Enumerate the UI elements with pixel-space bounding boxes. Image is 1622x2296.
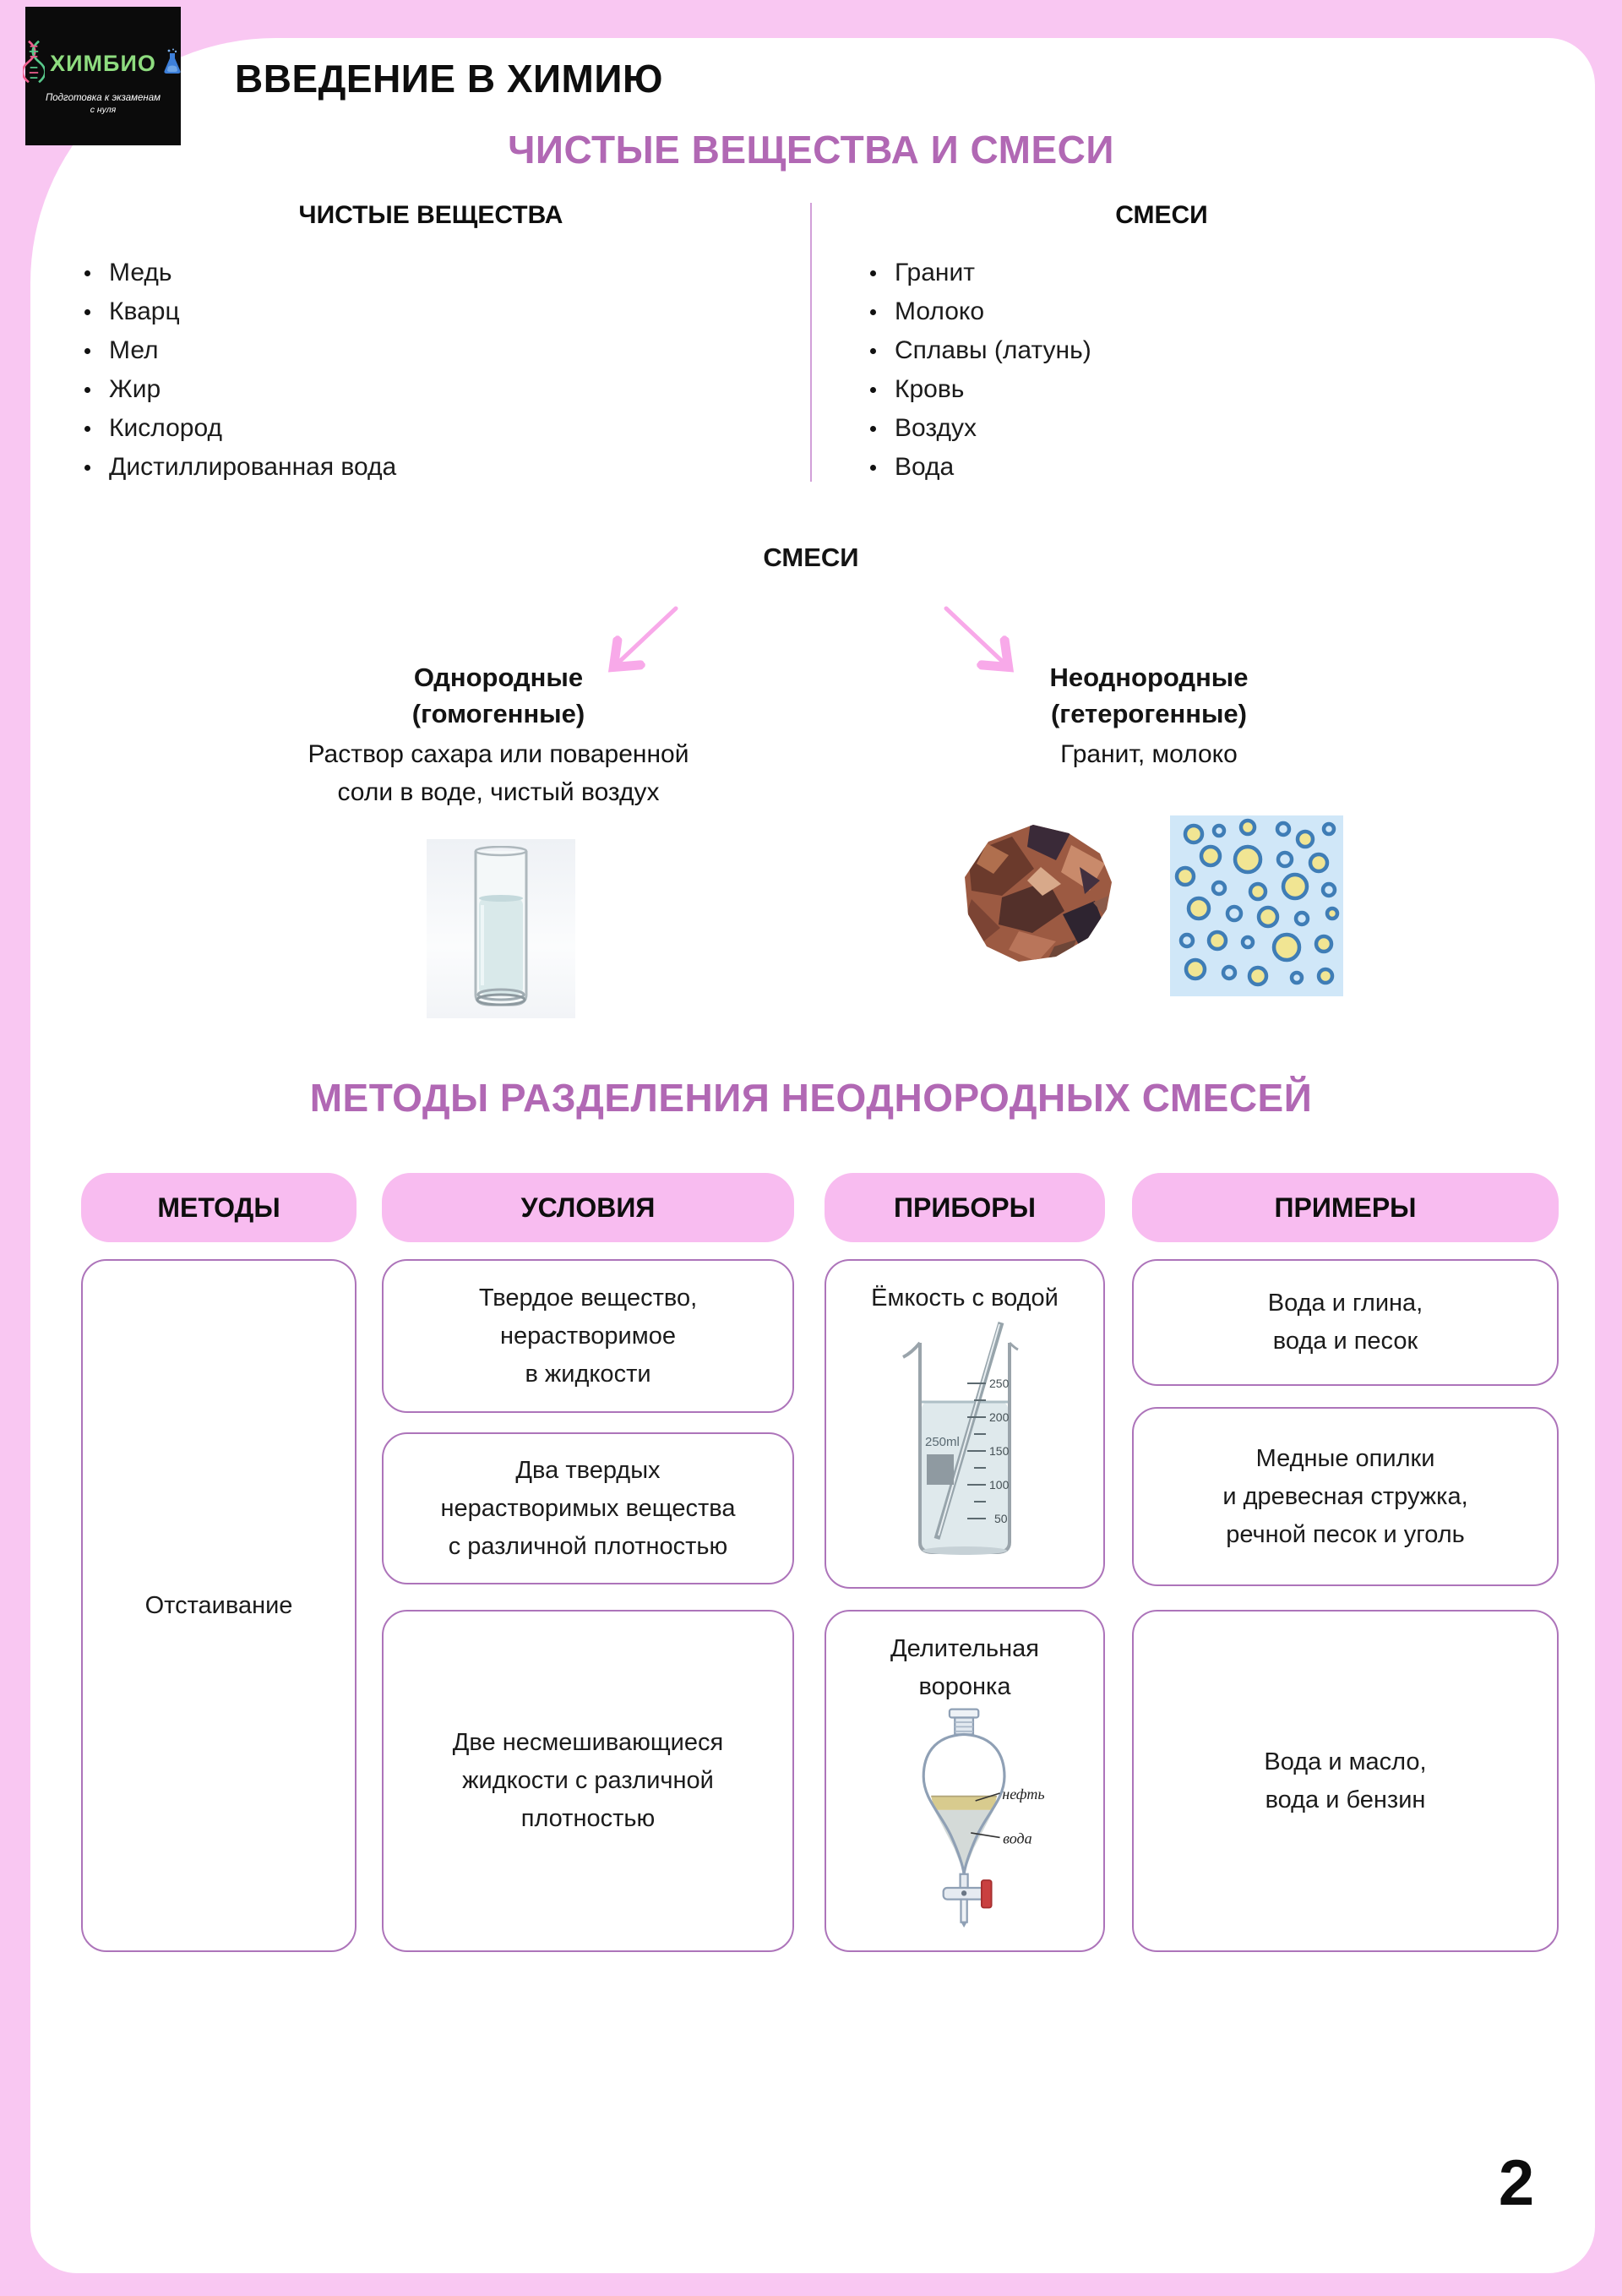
logo-tagline: Подготовка к экзаменам: [45, 92, 161, 103]
list-item: Кварц: [84, 292, 396, 331]
pure-substances-list: [84, 254, 396, 487]
pure-substances-header: ЧИСТЫЕ ВЕЩЕСТВА: [298, 201, 563, 229]
glass-of-water-image: [427, 839, 575, 1018]
list-item: Вода: [870, 448, 1091, 487]
table-header-conditions: УСЛОВИЯ: [382, 1173, 794, 1242]
example-cell-2: Медные опилки и древесная стружка, речной песок и уголь: [1132, 1407, 1559, 1586]
condition-cell-1: Твердое вещество, нерастворимое в жидкости: [382, 1259, 794, 1413]
page-number: 2: [1498, 2147, 1535, 2219]
column-divider: [810, 203, 812, 482]
funnel-label-2: воронка: [918, 1673, 1011, 1700]
list-item: Молоко: [870, 292, 1091, 331]
device-cell-beaker: [825, 1259, 1105, 1589]
emulsion-droplets-image: [1170, 815, 1343, 996]
list-item: Гранит: [870, 254, 1091, 292]
logo: [25, 7, 181, 145]
list-item: Сплавы (латунь): [870, 331, 1091, 370]
homogeneous-examples: Раствор сахара или поваренной соли в воде, чистый воздух: [308, 740, 689, 806]
list-item: Мел: [84, 331, 396, 370]
condition-cell-3: Две несмешивающиеся жидкости с различной плотностью: [382, 1610, 794, 1952]
device-cell-funnel: [825, 1610, 1105, 1952]
example-cell-3: Вода и масло, вода и бензин: [1132, 1610, 1559, 1952]
homogeneous-label: Однородные (гомогенные): [411, 663, 585, 728]
heterogeneous-label: Неоднородные (гетерогенные): [1049, 663, 1249, 728]
section1-heading: ЧИСТЫЕ ВЕЩЕСТВА И СМЕСИ: [508, 128, 1114, 172]
condition-cell-2: Два твердых нерастворимых вещества с различной плотностью: [382, 1432, 794, 1584]
svg-text:150: 150: [989, 1444, 1010, 1458]
beaker-image: [893, 1317, 1037, 1579]
logo-tagline2: с нуля: [90, 104, 117, 115]
table-header-examples: ПРИМЕРЫ: [1132, 1173, 1559, 1242]
list-item: Кровь: [870, 370, 1091, 409]
method-cell: Отстаивание: [81, 1259, 357, 1952]
list-item: Жир: [84, 370, 396, 409]
granite-image: [953, 821, 1137, 967]
svg-text:100: 100: [989, 1478, 1010, 1492]
svg-text:вода: вода: [1003, 1830, 1032, 1847]
svg-text:250: 250: [989, 1377, 1010, 1390]
list-item: Кислород: [84, 409, 396, 448]
separating-funnel-image: [875, 1706, 1054, 1939]
mixtures-header: СМЕСИ: [1115, 201, 1208, 229]
list-item: Дистиллированная вода: [84, 448, 396, 487]
mixtures-list: [870, 254, 1091, 487]
svg-text:50: 50: [994, 1512, 1008, 1525]
diagram-root-label: СМЕСИ: [763, 543, 859, 572]
table-header-methods: МЕТОДЫ: [81, 1173, 357, 1242]
logo-brand: ХИМБИО: [50, 50, 156, 76]
svg-text:200: 200: [989, 1410, 1010, 1424]
page-title: ВВЕДЕНИЕ В ХИМИЮ: [235, 57, 663, 101]
heterogeneous-examples: Гранит, молоко: [1060, 740, 1238, 768]
table-header-devices: ПРИБОРЫ: [825, 1173, 1105, 1242]
dna-icon: [23, 38, 45, 90]
svg-text:250ml: 250ml: [925, 1435, 960, 1449]
list-item: Воздух: [870, 409, 1091, 448]
beaker-label: Ёмкость с водой: [871, 1284, 1059, 1312]
example-cell-1: Вода и глина, вода и песок: [1132, 1259, 1559, 1386]
funnel-label: Делительная: [890, 1635, 1039, 1662]
list-item: Медь: [84, 254, 396, 292]
section2-heading: МЕТОДЫ РАЗДЕЛЕНИЯ НЕОДНОРОДНЫХ СМЕСЕЙ: [309, 1076, 1313, 1120]
flask-icon: [161, 48, 183, 79]
svg-text:нефть: нефть: [1002, 1786, 1045, 1803]
